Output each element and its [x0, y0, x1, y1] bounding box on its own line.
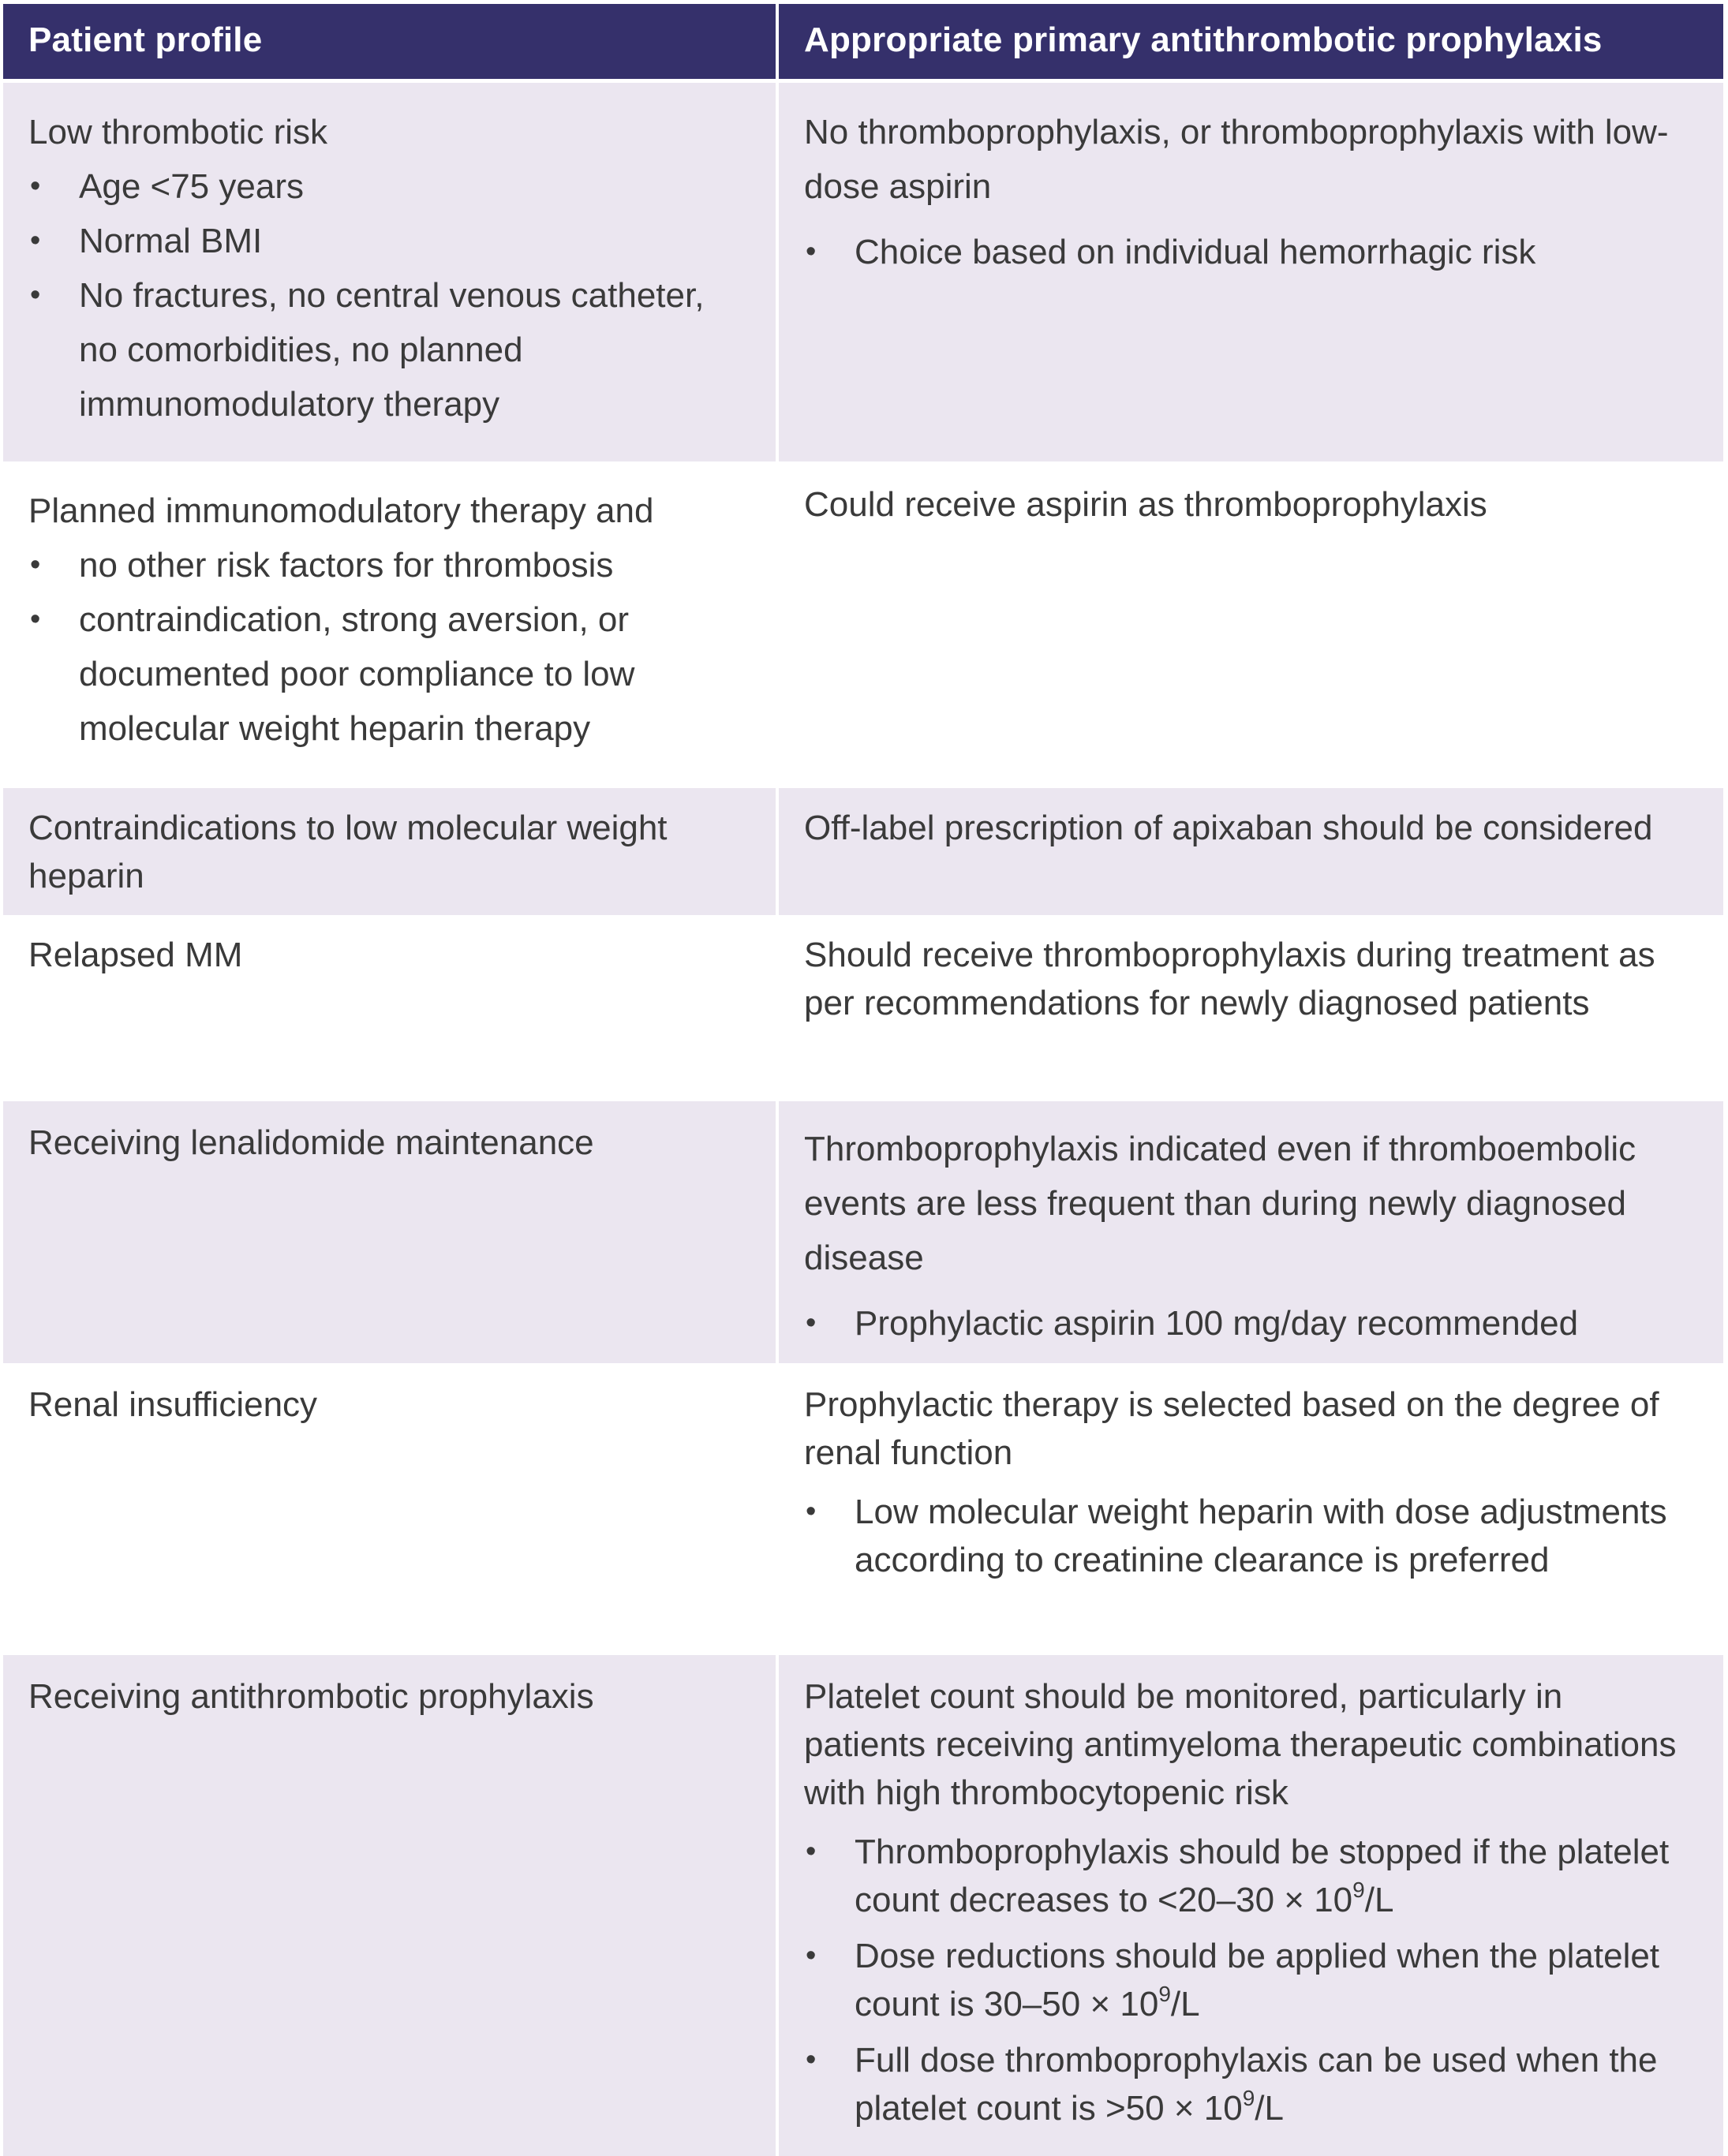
- profile-text: Relapsed MM: [28, 936, 243, 974]
- prophylaxis-text: Prophylactic therapy is selected based on the degree of renal function: [804, 1385, 1659, 1472]
- prophylaxis-table: [3, 4, 1723, 2143]
- table-row: [3, 461, 1723, 788]
- header-prophylaxis: Appropriate primary antithrombotic prophylaxis: [779, 4, 1723, 79]
- prophylaxis-text: Could receive aspirin as thromboprophylaxis: [804, 485, 1487, 524]
- profile-text: Receiving antithrombotic prophylaxis: [28, 1677, 594, 1716]
- table-row: [3, 1363, 1723, 1655]
- profile-cell: [3, 83, 776, 461]
- bullet-text: Thromboprophylaxis should be stopped if the platelet count decreases to <20–30 × 10: [855, 1833, 1670, 1919]
- table-header-row: [3, 4, 1723, 79]
- unit-text: /L: [1255, 2089, 1284, 2128]
- prophylaxis-cell: [779, 788, 1723, 916]
- prophylaxis-text: Should receive thromboprophylaxis during treatment as per recommendations for newly diagnosed patients: [804, 936, 1655, 1022]
- profile-cell: [3, 915, 776, 1101]
- profile-cell: [3, 788, 776, 916]
- profile-text: Contraindications to low molecular weight heparin: [28, 809, 668, 895]
- profile-text: Renal insufficiency: [28, 1385, 318, 1424]
- bullet-item: • Normal BMI: [28, 214, 744, 268]
- profile-bullets: [28, 538, 744, 756]
- profile-cell: [3, 1655, 776, 2156]
- prophylaxis-text: Platelet count should be monitored, particularly in patients receiving antimyeloma therapeutic combinations with high thrombocytopenic risk: [804, 1677, 1677, 1812]
- prophylaxis-bullets: [804, 225, 1692, 279]
- prophylaxis-text: Thromboprophylaxis indicated even if thromboembolic events are less frequent than during newly diagnosed disease: [804, 1130, 1636, 1277]
- bullet-item: [804, 2036, 1692, 2132]
- table-row: [3, 83, 1723, 461]
- prophylaxis-cell: [779, 915, 1723, 1101]
- profile-cell: [3, 1363, 776, 1655]
- prophylaxis-cell: [779, 461, 1723, 788]
- unit-text: /L: [1364, 1881, 1394, 1919]
- profile-text: Planned immunomodulatory therapy and: [28, 491, 654, 530]
- superscript: 9: [1158, 1982, 1171, 2007]
- bullet-item: • Low molecular weight heparin with dose adjustments according to creatinine clearance is preferred: [804, 1488, 1692, 1584]
- prophylaxis-cell: [779, 1655, 1723, 2156]
- profile-cell: [3, 1101, 776, 1374]
- prophylaxis-cell: [779, 1363, 1723, 1655]
- unit-text: /L: [1170, 1985, 1200, 2023]
- prophylaxis-cell: [779, 83, 1723, 461]
- superscript: 9: [1242, 2086, 1255, 2111]
- bullet-item: • Choice based on individual hemorrhagic risk: [804, 225, 1692, 279]
- prophylaxis-bullets: [804, 1296, 1692, 1351]
- bullet-text: Dose reductions should be applied when the platelet count is 30–50 × 10: [855, 1937, 1660, 2023]
- table-row: [3, 915, 1723, 1101]
- bullet-item: [804, 1932, 1692, 2028]
- header-patient-profile: Patient profile: [3, 4, 776, 79]
- profile-text: Receiving lenalidomide maintenance: [28, 1123, 594, 1162]
- bullet-item: • no other risk factors for thrombosis: [28, 538, 744, 592]
- table-row: [3, 1655, 1723, 2143]
- prophylaxis-text: Off-label prescription of apixaban should be considered: [804, 809, 1653, 847]
- superscript: 9: [1352, 1878, 1365, 1903]
- profile-bullets: [28, 159, 744, 432]
- bullet-item: • contraindication, strong aversion, or documented poor compliance to low molecular weight heparin therapy: [28, 592, 744, 756]
- bullet-text: Full dose thromboprophylaxis can be used when the platelet count is >50 × 10: [855, 2041, 1658, 2128]
- prophylaxis-bullets: [804, 1828, 1692, 2132]
- bullet-item: [804, 1828, 1692, 1924]
- profile-cell: [3, 461, 776, 788]
- bullet-item: • Age <75 years: [28, 159, 744, 214]
- prophylaxis-text: No thromboprophylaxis, or thromboprophylaxis with low-dose aspirin: [804, 113, 1669, 206]
- profile-text: Low thrombotic risk: [28, 113, 328, 151]
- bullet-item: • No fractures, no central venous catheter, no comorbidities, no planned immunomodulatory therapy: [28, 268, 744, 432]
- prophylaxis-bullets: [804, 1488, 1692, 1584]
- prophylaxis-cell: [779, 1101, 1723, 1374]
- table-row: [3, 1101, 1723, 1363]
- table-row: [3, 788, 1723, 915]
- bullet-item: • Prophylactic aspirin 100 mg/day recommended: [804, 1296, 1692, 1351]
